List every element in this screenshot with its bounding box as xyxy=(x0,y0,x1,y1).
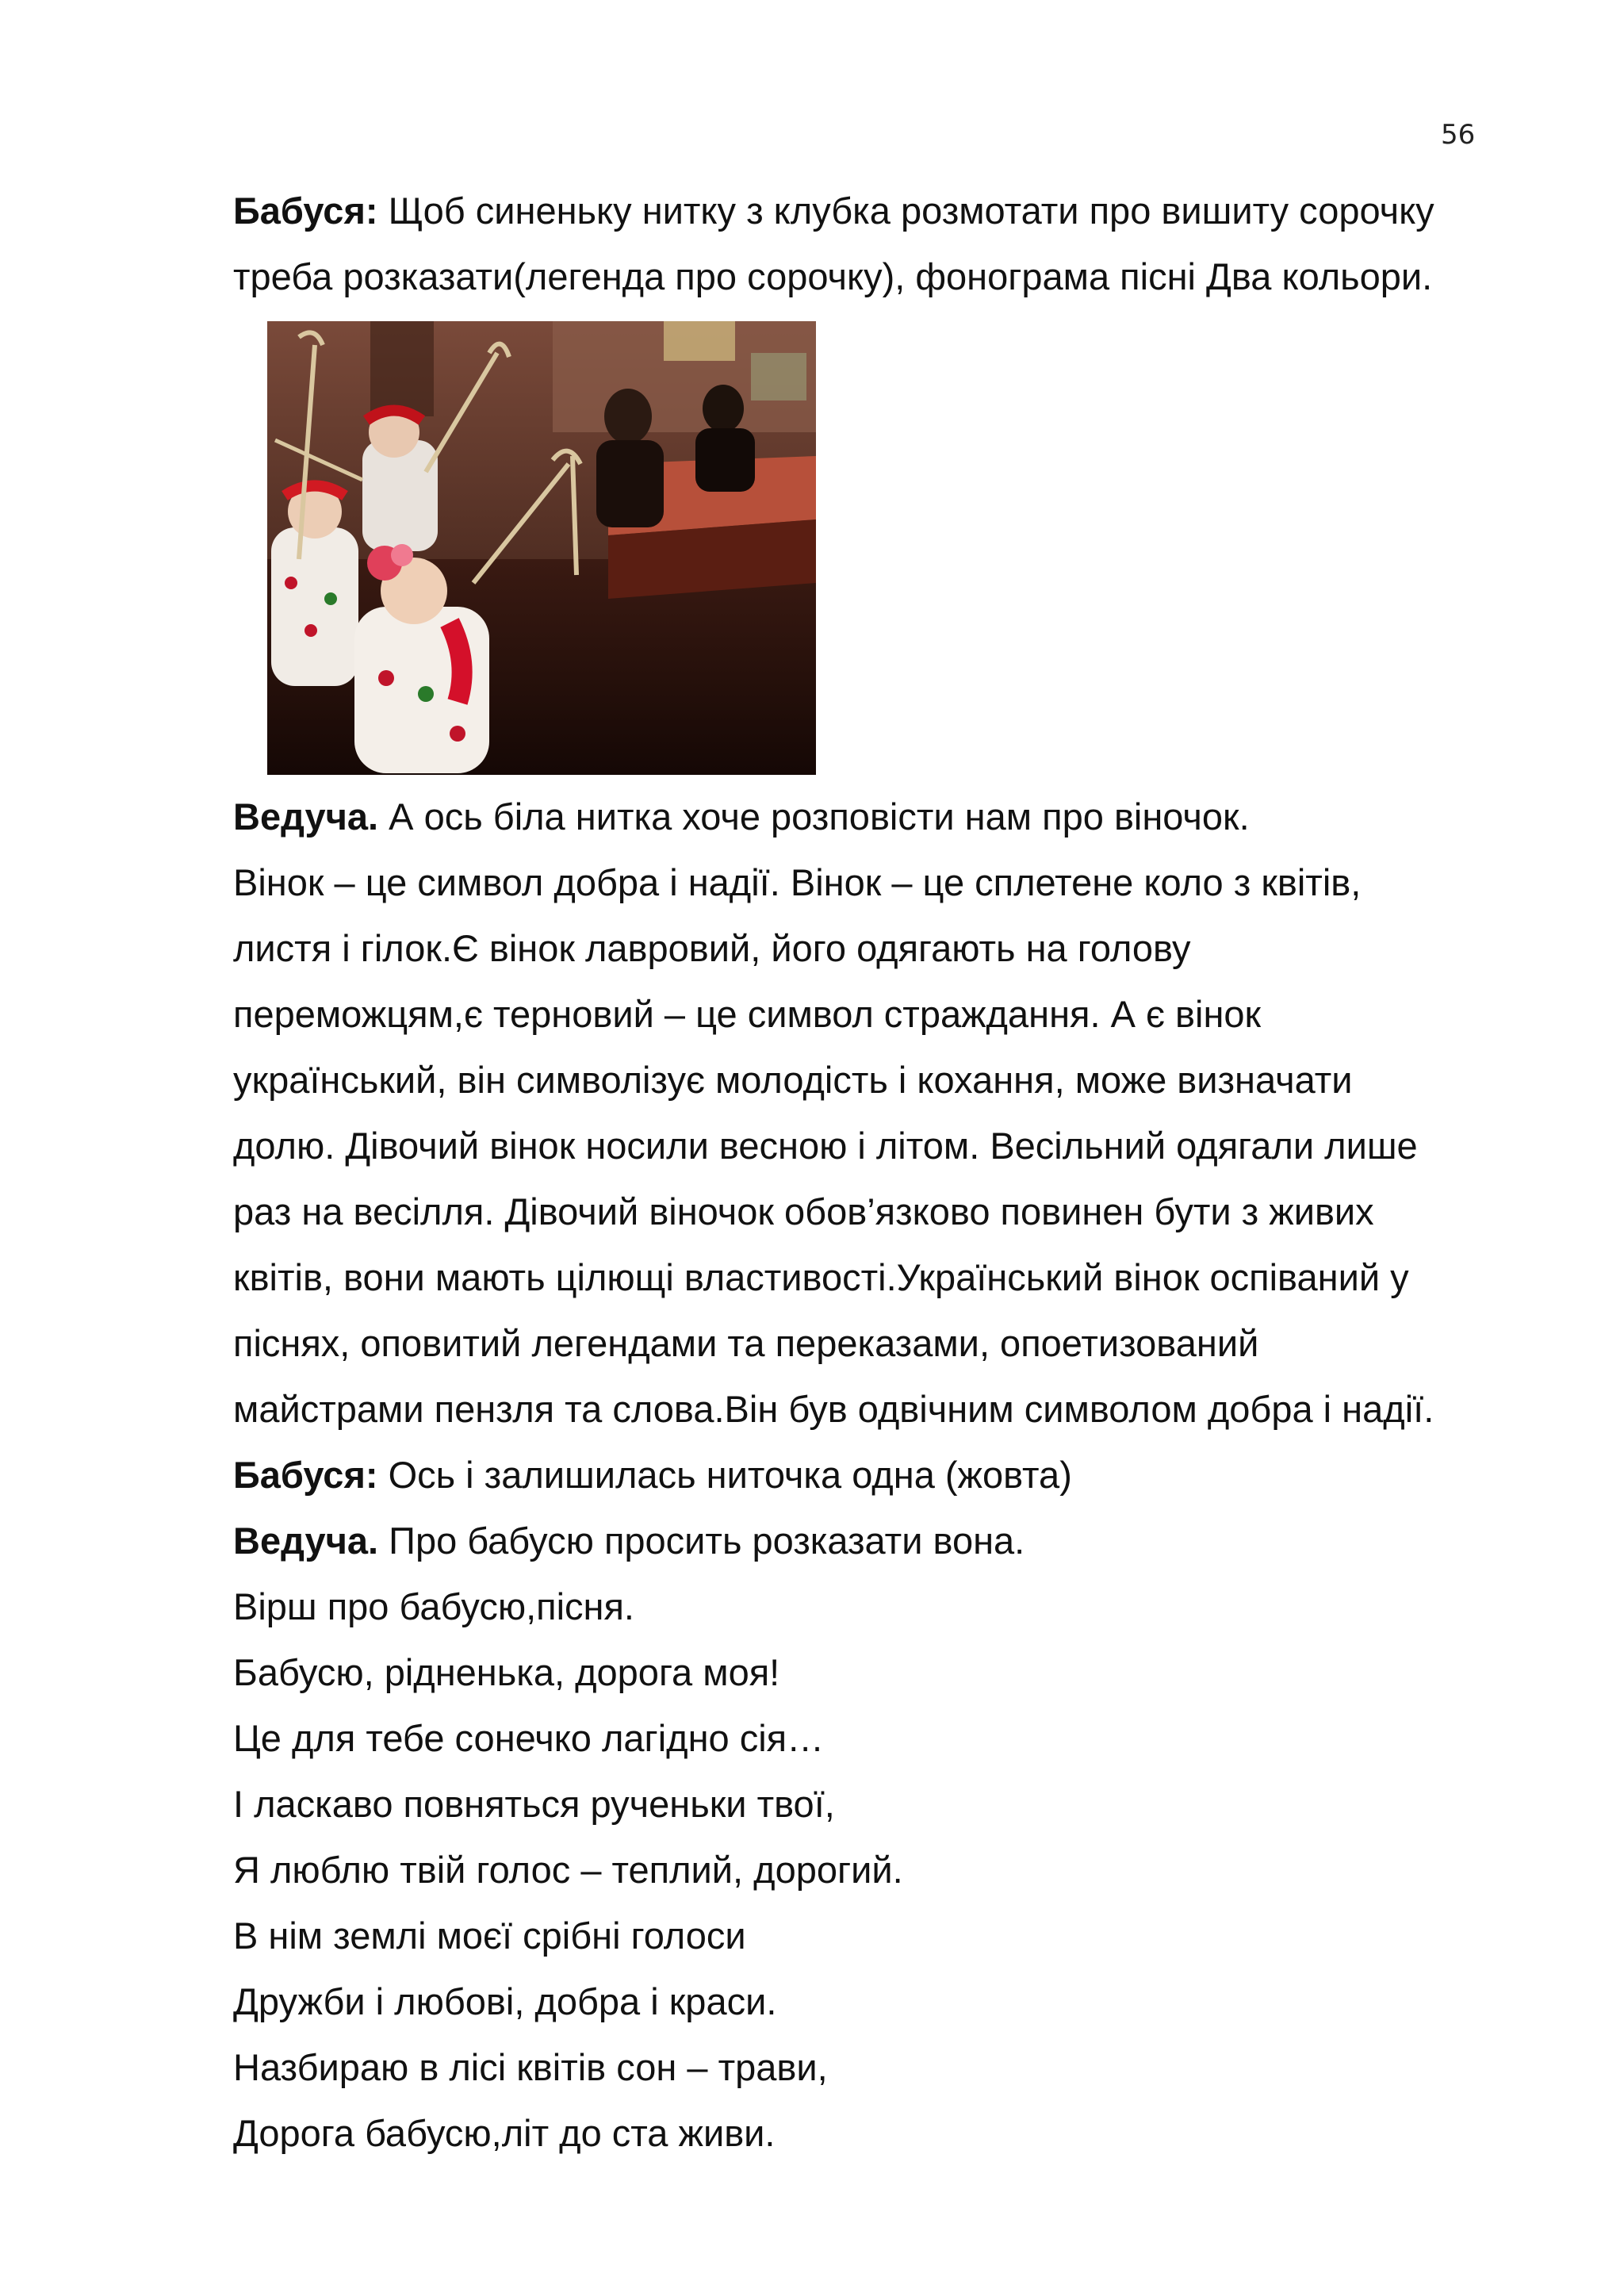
paragraph-2-line: квітів, вони мають цілющі властивості.Український вінок оспіваний у xyxy=(233,1256,1409,1298)
photo-dancing-girls xyxy=(267,321,816,775)
page-number: 56 xyxy=(1441,119,1476,151)
speaker-label: Бабуся: xyxy=(233,190,378,232)
paragraph-text: Про бабусю просить розказати вона. xyxy=(378,1520,1025,1562)
poem-line: Це для тебе сонечко лагідно сія… xyxy=(233,1717,825,1759)
paragraph-1-line-1 xyxy=(233,189,1434,233)
paragraph-2-line: переможцям,є терновий – це символ страждання. А є вінок xyxy=(233,993,1262,1035)
paragraph-text: Ось і залишилась ниточка одна (жовта) xyxy=(377,1454,1072,1496)
paragraph-4 xyxy=(233,1519,1025,1563)
paragraph-2-line: майстрами пензля та слова.Він був одвічним символом добра і надії. xyxy=(233,1388,1434,1430)
poem-line: Дорога бабусю,літ до ста живи. xyxy=(233,2112,776,2154)
poem-line: В нім землі моєї срібні голоси xyxy=(233,1915,746,1957)
paragraph-2-line: раз на весілля. Дівочий віночок обов’язково повинен бути з живих xyxy=(233,1190,1374,1232)
paragraph-text: Щоб синеньку нитку з клубка розмотати про вишиту сорочку xyxy=(377,190,1434,232)
poem-line: Бабусю, рідненька, дорога моя! xyxy=(233,1651,780,1693)
paragraph-2-line: долю. Дівочий вінок носили весною і літом. Весільний одягали лише xyxy=(233,1125,1418,1167)
poem-line: І ласкаво повняться рученьки твої, xyxy=(233,1783,835,1825)
paragraph-2-line-1 xyxy=(233,795,1250,839)
paragraph-2-line: листя і гілок.Є вінок лавровий, його одягають на голову xyxy=(233,927,1191,969)
speaker-label: Ведуча. xyxy=(233,795,379,838)
paragraph-3 xyxy=(233,1453,1072,1497)
speaker-label: Бабуся: xyxy=(233,1454,378,1496)
paragraph-1-line-2: треба розказати(легенда про сорочку), фонограма пісні Два кольори. xyxy=(233,255,1433,297)
paragraph-2-line: український, він символізує молодість і кохання, може визначати xyxy=(233,1059,1353,1101)
poem-line: Вірш про бабусю,пісня. xyxy=(233,1585,634,1627)
poem-line: Назбираю в лісі квітів сон – трави, xyxy=(233,2046,828,2088)
poem-line: Я люблю твій голос – теплий, дорогий. xyxy=(233,1849,903,1891)
speaker-label: Ведуча. xyxy=(233,1520,379,1562)
poem-line: Дружби і любові, добра і краси. xyxy=(233,1980,777,2022)
paragraph-2-line: Вінок – це символ добра і надії. Вінок – це сплетене коло з квітів, xyxy=(233,861,1362,903)
paragraph-text: А ось біла нитка хоче розповісти нам про віночок. xyxy=(378,795,1250,838)
paragraph-2-line: піснях, оповитий легендами та переказами, опоетизований xyxy=(233,1322,1259,1364)
